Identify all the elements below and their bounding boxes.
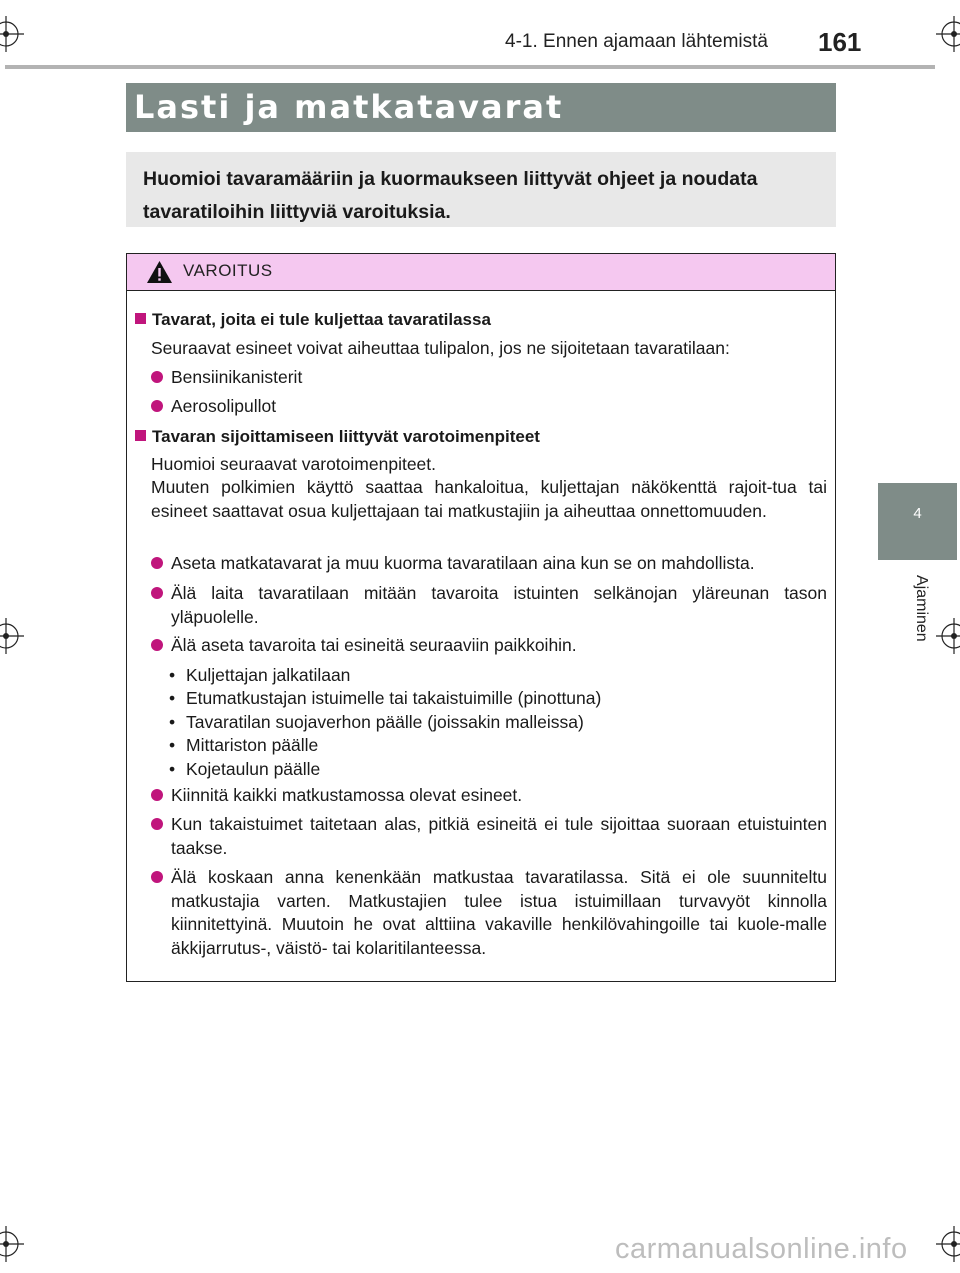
sub-list-item: • Kuljettajan jalkatilaan <box>169 665 351 685</box>
page-title-bar <box>126 83 836 132</box>
bullet-dot-icon <box>151 587 163 599</box>
section-text: Huomioi seuraavat varotoimenpiteet. <box>151 454 437 474</box>
page-title: Lasti ja matkatavarat <box>134 88 564 126</box>
crop-mark-icon <box>0 1226 24 1262</box>
crop-mark-icon <box>936 1226 960 1262</box>
sub-list-item: • Kojetaulun päälle <box>169 759 321 779</box>
intro-box <box>126 152 836 227</box>
bullet-dot-icon <box>151 400 163 412</box>
sub-list-item: • Mittariston päälle <box>169 735 319 755</box>
square-bullet-icon <box>135 313 146 324</box>
section-text: Seuraavat esineet voivat aiheuttaa tulipalon, jos ne sijoitetaan tavaratilaan: <box>151 338 730 358</box>
bullet-dot-icon <box>151 371 163 383</box>
warning-box <box>126 253 836 982</box>
list-item: Bensiinikanisterit <box>151 366 827 390</box>
section-text: Muuten polkimien käyttö saattaa hankaloitua, kuljettajan näkökenttä rajoit-tua tai esineet saattavat osua kuljettajaan tai matkustajiin ja aiheuttaa onnettomuuden. <box>151 477 827 521</box>
header-divider <box>5 65 935 69</box>
running-header: 4-1. Ennen ajamaan lähtemistä <box>505 31 768 52</box>
bullet-dot-icon <box>151 639 163 651</box>
intro-text: Huomioi tavaramääriin ja kuormaukseen liittyvät ohjeet ja noudata tavaratiloihin liittyviä varoituksia. <box>143 168 758 223</box>
watermark: carmanualsonline.info <box>615 1233 908 1265</box>
chapter-number: 4 <box>913 505 922 522</box>
section-heading: Tavaran sijoittamiseen liittyvät varotoimenpiteet <box>135 427 540 447</box>
list-item: Älä laita tavaratilaan mitään tavaroita istuinten selkänojan yläreunan tason yläpuolelle. <box>151 582 827 629</box>
list-item: Aseta matkatavarat ja muu kuorma tavaratilaan aina kun se on mahdollista. <box>151 552 827 576</box>
chapter-label: Ajaminen <box>913 575 930 642</box>
warning-heading: VAROITUS <box>183 261 273 280</box>
crop-mark-icon <box>936 618 960 654</box>
warning-header <box>127 254 835 291</box>
crop-mark-icon <box>0 618 24 654</box>
list-item: Älä aseta tavaroita tai esineitä seuraaviin paikkoihin. <box>151 634 827 658</box>
bullet-dot-icon <box>151 871 163 883</box>
square-bullet-icon <box>135 430 146 441</box>
sub-list-item: • Tavaratilan suojaverhon päälle (joissakin malleissa) <box>169 712 584 732</box>
warning-triangle-icon <box>146 260 173 284</box>
sub-list-item: • Etumatkustajan istuimelle tai takaistuimille (pinottuna) <box>169 688 602 708</box>
list-item: Aerosolipullot <box>151 395 827 419</box>
crop-mark-icon <box>0 16 24 52</box>
chapter-tab <box>878 483 957 560</box>
crop-mark-icon <box>936 16 960 52</box>
bullet-dot-icon <box>151 818 163 830</box>
bullet-dot-icon <box>151 557 163 569</box>
bullet-dot-icon <box>151 789 163 801</box>
list-item: Kiinnitä kaikki matkustamossa olevat esineet. <box>151 784 827 808</box>
section-heading: Tavarat, joita ei tule kuljettaa tavaratilassa <box>135 310 491 330</box>
list-item: Älä koskaan anna kenenkään matkustaa tavaratilassa. Sitä ei ole suunniteltu matkustajia varten. Matkustajien tulee istua istuimillaan turvavyöt kinnolla kiinnitettyinä. Muutoin he ovat alttiina vakaville henkilövahingoille tai kuole-malle äkkijarrutus-, väistö- tai kolaritilanteessa. <box>151 866 827 960</box>
page-number: 161 <box>818 27 862 57</box>
list-item: Kun takaistuimet taitetaan alas, pitkiä esineitä ei tule sijoittaa suoraan etuistuinten taakse. <box>151 813 827 860</box>
